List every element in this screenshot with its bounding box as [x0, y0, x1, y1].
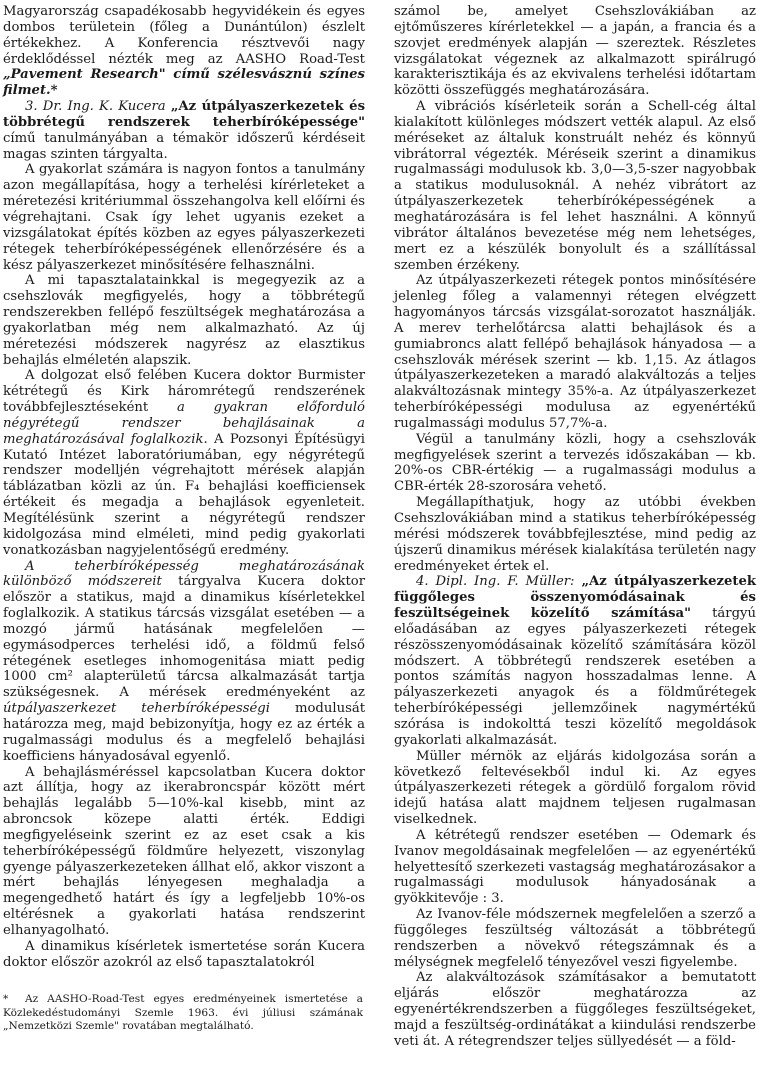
- emphasis-text: útpályaszerkezet teherbíróképességi: [3, 701, 270, 717]
- paragraph-bearing-methods: [3, 559, 365, 765]
- paragraph-kucera-heading: [3, 99, 365, 162]
- paragraph: A gyakorlat számára is nagyon fontos a tanulmány azon megállapítása, hogy a terhelési kírérleteket a méretezési kritériummal összehangolva kell előírni és végrehajtani. Csak így lehet ugyanis ezeket a vizsgálatokat építés közben az egyes pályaszerkezeti rétegek teherbíróképességének ellenőrzésére és a kész pályaszerkezet minősítésére felhasználni.: [3, 162, 365, 273]
- paragraph: számol be, amelyet Csehszlovákiában az ejtőműszeres kírérletekkel — a japán, a francia és a szovjet eredmények alapján — szereztek. Részletes vizsgálatokat végeznek az alkalmazott spirálrugó karakterisztikája és az ekvivalens terhelési időtartam közötti összefüggés meghatározására.: [394, 4, 756, 99]
- paragraph: Az útpályaszerkezeti rétegek pontos minősítésére jelenleg főleg a valamennyi rétegen elvégzett hagyományos tárcsás vizsgálat-sorozatot használják. A merev terhelőtárcsa alatti behajlások és a gumiabroncs alatt fellépő behajlások hányadosa — a csehszlovák mérések szerint — kb. 1,15. Az átlagos útpályaszerkezeteken a maradó alakváltozás a teljes alakváltozásnak mintegy 35%-a. Az útpályaszerkezet teherbíróképességi modulusa az egyenértékű rugalmassági modulus 57,7%-a.: [394, 273, 756, 431]
- paragraph: Végül a tanulmány közli, hogy a csehszlovák megfigyelések szerint a tervezés időszakában — kb. 20%-os CBR-értékig — a rugalmassági modulus a CBR-érték 28-szorosára vehető.: [394, 431, 756, 495]
- paragraph-muller-heading: [394, 574, 756, 748]
- paragraph-text: című tanulmányában a témakör időszerű kérdéseit magas szinten tárgyalta.: [3, 130, 365, 162]
- paragraph-text: tárgyú előadásában az egyes pályaszerkezeti rétegek részösszenyomódásainak közelítő számítására közöl módszert. A többrétegű rendszerek esetében a pontos számítás nagyon hosszadalmas lenne. A pályaszerkezeti anyagok és a földműrétegek teherbíróképességi jellemzőinek nagymértékű szórása is indokolttá teszi közelítő megoldások gyakorlati alkalmazását.: [394, 606, 756, 748]
- right-column: [394, 4, 756, 1050]
- paragraph: A dinamikus kísérletek ismertetése során Kucera doktor először azokról az első tapasztalatokról: [3, 938, 365, 970]
- paragraph: A vibrációs kísérleteik során a Schell-cég által kialakított különleges módszert vették alapul. Az első méréseket az általuk konstruált nehéz és könnyű vibrátorral végezték. Méréseik szerint a dinamikus rugalmassági modulusok kb. 3,0—3,5-szer nagyobbak a statikus modulusoknál. A nehéz vibrátort az útpályaszerkezetek teherbíróképességének a meghatározására is fel lehet használni. A könnyű vibrátor általános bevezetése még nem lehetséges, mert ez a készülék bonyolult és a szállítással szemben érzékeny.: [394, 99, 756, 273]
- lecture-title-muller: „Az útpályaszerkezetek függőleges összenyomódásainak és feszültségeinek közelítő számítása": [394, 574, 757, 622]
- left-column: [3, 4, 365, 970]
- author-muller: 4. Dipl. Ing. F. Müller:: [416, 574, 582, 590]
- footnote: [3, 993, 363, 1034]
- paragraph: A kétrétegű rendszer esetében — Odemark és Ivanov megoldásainak megfelelően — az egyenértékű helyettesítő szerkezeti vastagság meghatározásakor a rugalmassági modulusok hányadosának a gyökkitevője : 3.: [394, 827, 756, 907]
- paragraph-text: A Pozsonyi Építésügyi Kutató Intézet laboratóriumában, egy négyrétegű rendszer modelljén végrehajtott mérések alapján táblázatban közli az ún. F₄ behajlási koefficiensek értékeit és megadja a behajlások egyenleteit. Megítélésünk szerint a négyrétegű rendszer kidolgozása mind elméleti, mind pedig gyakorlati vonatkozásban nagyjelentőségű eredmény.: [3, 431, 365, 558]
- emphasis-text: A teherbíróképesség meghatározásának különböző módszereit: [3, 558, 365, 590]
- emphasis-text: a gyakran előforduló négyrétegű rendszer behajlásainak a meghatározásával foglalkozik.: [3, 400, 365, 447]
- paragraph-text: Magyarország csapadékosabb hegyvidékein és egyes dombos területein (főleg a Dunántúlon) észlelt értékekhez. A Konferencia résztvevői nagy érdeklődéssel nézték meg az AASHO Road-Test: [3, 4, 365, 67]
- paragraph: Az Ivanov-féle módszernek megfelelően a szerző a függőleges feszültség változását a többrétegű rendszerben a növekvő rétegszámnak és a mélységnek megfelelő tényezővel veszi figyelembe.: [394, 907, 756, 970]
- film-title: „Pavement Research" című szélesvásznú színes filmet.*: [3, 67, 365, 99]
- paragraph-text: tárgyalva Kucera doktor először a statikus, majd a dinamikus kísérletekkel foglalkozik. A statikus tárcsás vizsgálat esetében — a mozgó jármű hatásának megfelelően — egymásodperces terhelési idő, a földmű felső rétegének esetleges inhomogenitása miatt pedig 1000 cm² alapterületű tárcsa alkalmazását tartja szükségesnek. A mérések eredményeként az: [3, 574, 365, 701]
- author-kucera: 3. Dr. Ing. K. Kucera: [25, 99, 171, 115]
- paragraph: Müller mérnök az eljárás kidolgozása során a következő feltevésekből indul ki. Az egyes útpályaszerkezeti rétegek a gördülő forgalom rövid idejű hatása alatt majdnem teljesen rugalmasan viselkednek.: [394, 748, 756, 828]
- footnote-marker: *: [3, 993, 9, 1005]
- paragraph: Megállapíthatjuk, hogy az utóbbi években Csehszlovákiában mind a statikus teherbíróképesség mérési módszerek továbbfejlesztése, mind pedig az újszerű dinamikus mérések kialakítása területén nagy eredményeket értek el.: [394, 495, 756, 574]
- footnote-text: Az AASHO-Road-Test egyes eredményeinek ismertetése a Közlekedéstudományi Szemle 1963. évi júliusi számának „Nemzetközi Szemle" rovatában megtalálható.: [3, 993, 363, 1033]
- paragraph-text: modulusát határozza meg, majd bebizonyítja, hogy ez az érték a rugalmassági modulus és a megfelelő behajlási koefficiens hányadosával egyenlő.: [3, 701, 366, 764]
- paragraph: Az alakváltozások számításakor a bemutatott eljárás először meghatározza az egyenértékrendszerben a függőleges feszültségeket, majd a feszültség-ordinátákat a kiindulási rendszerbe veti át. A rétegrendszer teljes süllyedését — a föld-: [394, 970, 756, 1049]
- paragraph-text: A dolgozat első felében Kucera doktor Burmister kétrétegű és Kirk háromrétegű rendszerének továbbfejlesztéseként: [3, 368, 365, 416]
- study-title-kucera: „Az útpályaszerkezetek és többrétegű rendszerek teherbíróképessége": [3, 99, 365, 130]
- paragraph: A mi tapasztalatainkkal is megegyezik az a csehszlovák megfigyelés, hogy a többrétegű rendszerekben fellépő feszültségek meghatározása a gyakorlatban még nem alkalmazható. Az új méretezési módszerek nagyrész az elasztikus behajlás elméletén alapszik.: [3, 273, 365, 368]
- paragraph-four-layer: [3, 368, 365, 558]
- paragraph-aasho-intro: [3, 4, 365, 99]
- paragraph: A behajlásméréssel kapcsolatban Kucera doktor azt állítja, hogy az ikerabroncspár között mért behajlás legalább 5—10%-kal kisebb, mint az abroncsok közepe alatti érték. Eddigi megfigyeléseink szerint ez az eset csak a kis teherbíróképességű földműre helyezett, viszonylag gyenge pályaszerkezeteken állhat elő, akkor viszont a mért behajlás lényegesen meghaladja a megengedhető határt és így a legfeljebb 10%-os eltérésnek a gyakorlati hatása rendszerint elhanyagolható.: [3, 764, 365, 938]
